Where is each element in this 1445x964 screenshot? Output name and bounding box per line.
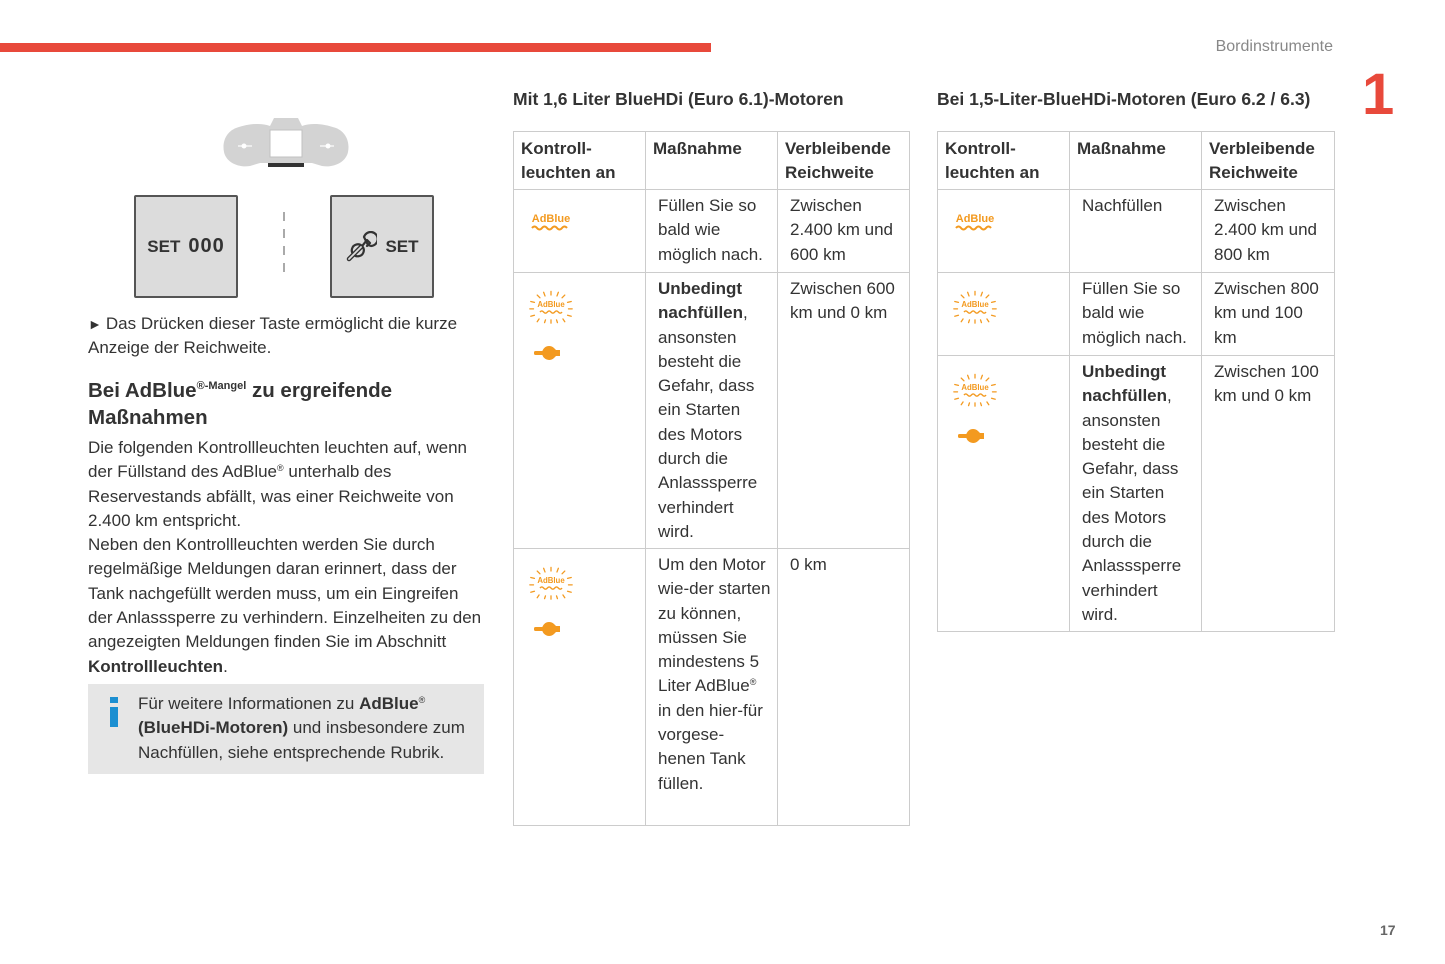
- range-cell: Zwischen 800 km und 100 km: [1202, 273, 1335, 356]
- info-box: Für weitere Informationen zu AdBlue® (BlueHDi-Motoren) und insbesondere zum Nachfüllen, siehe entsprechende Rubrik.: [88, 684, 484, 774]
- table2: [937, 131, 1335, 632]
- action-cell: Füllen Sie so bald wie möglich nach.: [1070, 273, 1202, 356]
- adblue-flashing-icon: [528, 566, 574, 600]
- bullet-note: ► Das Drücken dieser Taste ermöglicht die kurze Anzeige der Reichweite.: [88, 314, 458, 358]
- service-wrench-icon: [958, 429, 992, 443]
- kontrollleuchten-reference: Kontrollleuchten: [88, 656, 224, 676]
- chapter-number: 1: [1362, 62, 1395, 127]
- table-row: [938, 356, 1335, 632]
- table2-title: Bei 1,5-Liter-BlueHDi-Motoren (Euro 6.2 / 6.3): [937, 89, 1311, 109]
- column-header: Kontroll-leuchten an: [514, 132, 646, 190]
- adblue-flashing-icon: [528, 290, 574, 324]
- service-wrench-icon: [534, 346, 568, 360]
- adblue-flashing-icon: [952, 290, 998, 324]
- section-heading: Bei AdBlue$^{®-Mangel}$ zu ergreifende Maßnahmen: [88, 379, 393, 429]
- table-row: [514, 273, 910, 549]
- table-header-row: [514, 132, 910, 190]
- wrench-icon: [345, 231, 377, 263]
- action-cell: Um den Motor wie-der starten zu können, müssen Sie mindestens 5 Liter AdBlue® in den hier-für vorgese-henen Tank füllen.: [646, 549, 778, 826]
- column-header: Maßnahme: [1070, 132, 1202, 190]
- table-header-row: [938, 132, 1335, 190]
- info-icon: [107, 697, 121, 727]
- action-cell: Unbedingt nachfüllen, ansonsten besteht die Gefahr, dass ein Starten des Motors durch die Anlasssperre verhindert wird.: [646, 273, 778, 549]
- set-label: SET: [147, 236, 181, 256]
- instrument-panel-icon: [222, 116, 350, 168]
- adblue-icon: [952, 211, 998, 233]
- set-label: SET: [385, 236, 419, 256]
- header-accent-bar: [0, 43, 711, 52]
- service-wrench-icon: [534, 622, 568, 636]
- adblue-flashing-icon: [952, 373, 998, 407]
- range-cell: Zwischen 600 km und 0 km: [778, 273, 910, 549]
- table-row: [938, 190, 1335, 273]
- table1: [513, 131, 910, 826]
- table-row: [514, 549, 910, 826]
- action-cell: Unbedingt nachfüllen, ansonsten besteht die Gefahr, dass ein Starten des Motors durch die Anlasssperre verhindert wird.: [1070, 356, 1202, 632]
- section-title: Bordinstrumente: [1215, 38, 1333, 55]
- range-cell: Zwischen 100 km und 0 km: [1202, 356, 1335, 632]
- range-cell: Zwischen 2.400 km und 800 km: [1202, 190, 1335, 273]
- column-header: Maßnahme: [646, 132, 778, 190]
- adblue-icon: [528, 211, 574, 233]
- action-cell: Nachfüllen: [1070, 190, 1202, 273]
- range-cell: 0 km: [778, 549, 910, 826]
- trip-reset-button: [134, 195, 238, 298]
- table-row: [938, 273, 1335, 356]
- body-text: Die folgenden Kontrollleuchten leuchten auf, wenn der Füllstand des AdBlue® unterhalb des Reservestands abfällt, was einer Reichweite von 2.400 km entspricht. Neben den Kontrollleuchten werden Sie durch regelmäßige Meldungen daran erinnert, dass der Tank nachgefüllt werden muss, um ein Eingreifen der Anlasssperre zu verhindern. Einzelheiten zu den angezeigten Meldungen finden Sie im Abschnitt Kontrollleuchten.: [88, 438, 482, 676]
- range-cell: Zwischen 2.400 km und 600 km: [778, 190, 910, 273]
- bullet-arrow-icon: ►: [88, 316, 102, 332]
- page-number: 17: [1380, 922, 1396, 938]
- service-set-button: [330, 195, 434, 298]
- column-header: Verbleibende Reichweite: [1202, 132, 1335, 190]
- action-cell: Füllen Sie so bald wie möglich nach.: [646, 190, 778, 273]
- divider: [283, 212, 285, 278]
- column-header: Verbleibende Reichweite: [778, 132, 910, 190]
- odometer-zero-label: 000: [188, 235, 225, 257]
- table-row: [514, 190, 910, 273]
- table1-title: Mit 1,6 Liter BlueHDi (Euro 6.1)-Motoren: [513, 89, 844, 109]
- column-header: Kontroll-leuchten an: [938, 132, 1070, 190]
